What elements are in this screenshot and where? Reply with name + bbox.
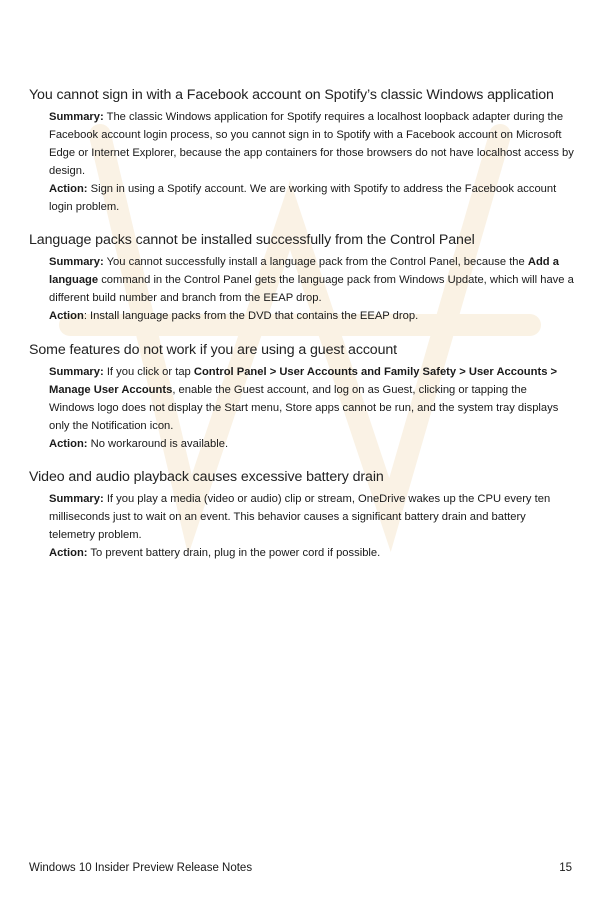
summary-label: Summary: — [49, 111, 104, 123]
action-paragraph — [49, 307, 574, 325]
issue-title: Video and audio playback causes excessive battery drain — [29, 469, 384, 485]
action-label: Action: — [49, 547, 88, 559]
summary-label: Summary: — [49, 366, 104, 378]
action-paragraph — [49, 180, 574, 216]
issue-body — [49, 108, 574, 216]
action-paragraph — [49, 435, 574, 453]
action-label: Action: — [49, 183, 88, 195]
action-text: : Install language packs from the DVD that contains the EEAP drop. — [83, 310, 419, 322]
summary-menu-path: Control Panel > User Accounts and Family Safety > User Accounts > Manage User Accounts — [49, 366, 558, 396]
action-label: Action: — [49, 438, 88, 450]
issue-body — [49, 253, 574, 325]
summary-text-pre: You cannot successfully install a language pack from the Control Panel, because the — [103, 256, 528, 268]
summary-paragraph — [49, 108, 574, 180]
known-issue-language-packs — [29, 231, 574, 325]
summary-paragraph — [49, 253, 574, 307]
issue-body — [49, 363, 574, 453]
issue-title: Language packs cannot be installed successfully from the Control Panel — [29, 232, 475, 248]
known-issue-battery-drain — [29, 468, 574, 562]
action-label: Action — [49, 310, 84, 322]
summary-text: If you play a media (video or audio) clip or stream, OneDrive wakes up the CPU every ten milliseconds just to wait on an event. This behavior causes a significant battery drain and battery telemetry problem. — [49, 493, 551, 541]
footer-document-title: Windows 10 Insider Preview Release Notes — [29, 862, 253, 874]
issue-body — [49, 490, 574, 562]
action-paragraph — [49, 544, 574, 562]
issue-title: You cannot sign in with a Facebook account on Spotify’s classic Windows application — [29, 87, 554, 103]
summary-paragraph — [49, 490, 574, 544]
summary-label: Summary: — [49, 256, 104, 268]
footer-page-number: 15 — [559, 862, 572, 874]
summary-text-post: command in the Control Panel gets the language pack from Windows Update, which will have a different build number and branch from the EEAP drop. — [49, 274, 574, 304]
action-text: To prevent battery drain, plug in the power cord if possible. — [87, 547, 381, 559]
summary-text: The classic Windows application for Spotify requires a localhost loopback adapter during the Facebook account login process, so you cannot sign in to Spotify with a Facebook account on Microsoft Edge or Internet Explorer, because the app containers for those browsers do not have localhost access by design. — [49, 111, 574, 177]
summary-command: Add a language — [49, 256, 559, 286]
known-issue-guest-account — [29, 341, 574, 453]
action-text: Sign in using a Spotify account. We are working with Spotify to address the Facebook account login problem. — [49, 183, 557, 213]
summary-label: Summary: — [49, 493, 104, 505]
summary-text-pre: If you click or tap — [103, 366, 194, 378]
issue-title: Some features do not work if you are using a guest account — [29, 342, 398, 358]
action-text: No workaround is available. — [87, 438, 229, 450]
known-issue-facebook-signin — [29, 86, 574, 216]
summary-paragraph — [49, 363, 574, 435]
summary-text-post: , enable the Guest account, and log on as Guest, clicking or tapping the Windows logo does not display the Start menu, Store apps cannot be run, and the system tray displays only the Notification icon. — [49, 384, 559, 432]
